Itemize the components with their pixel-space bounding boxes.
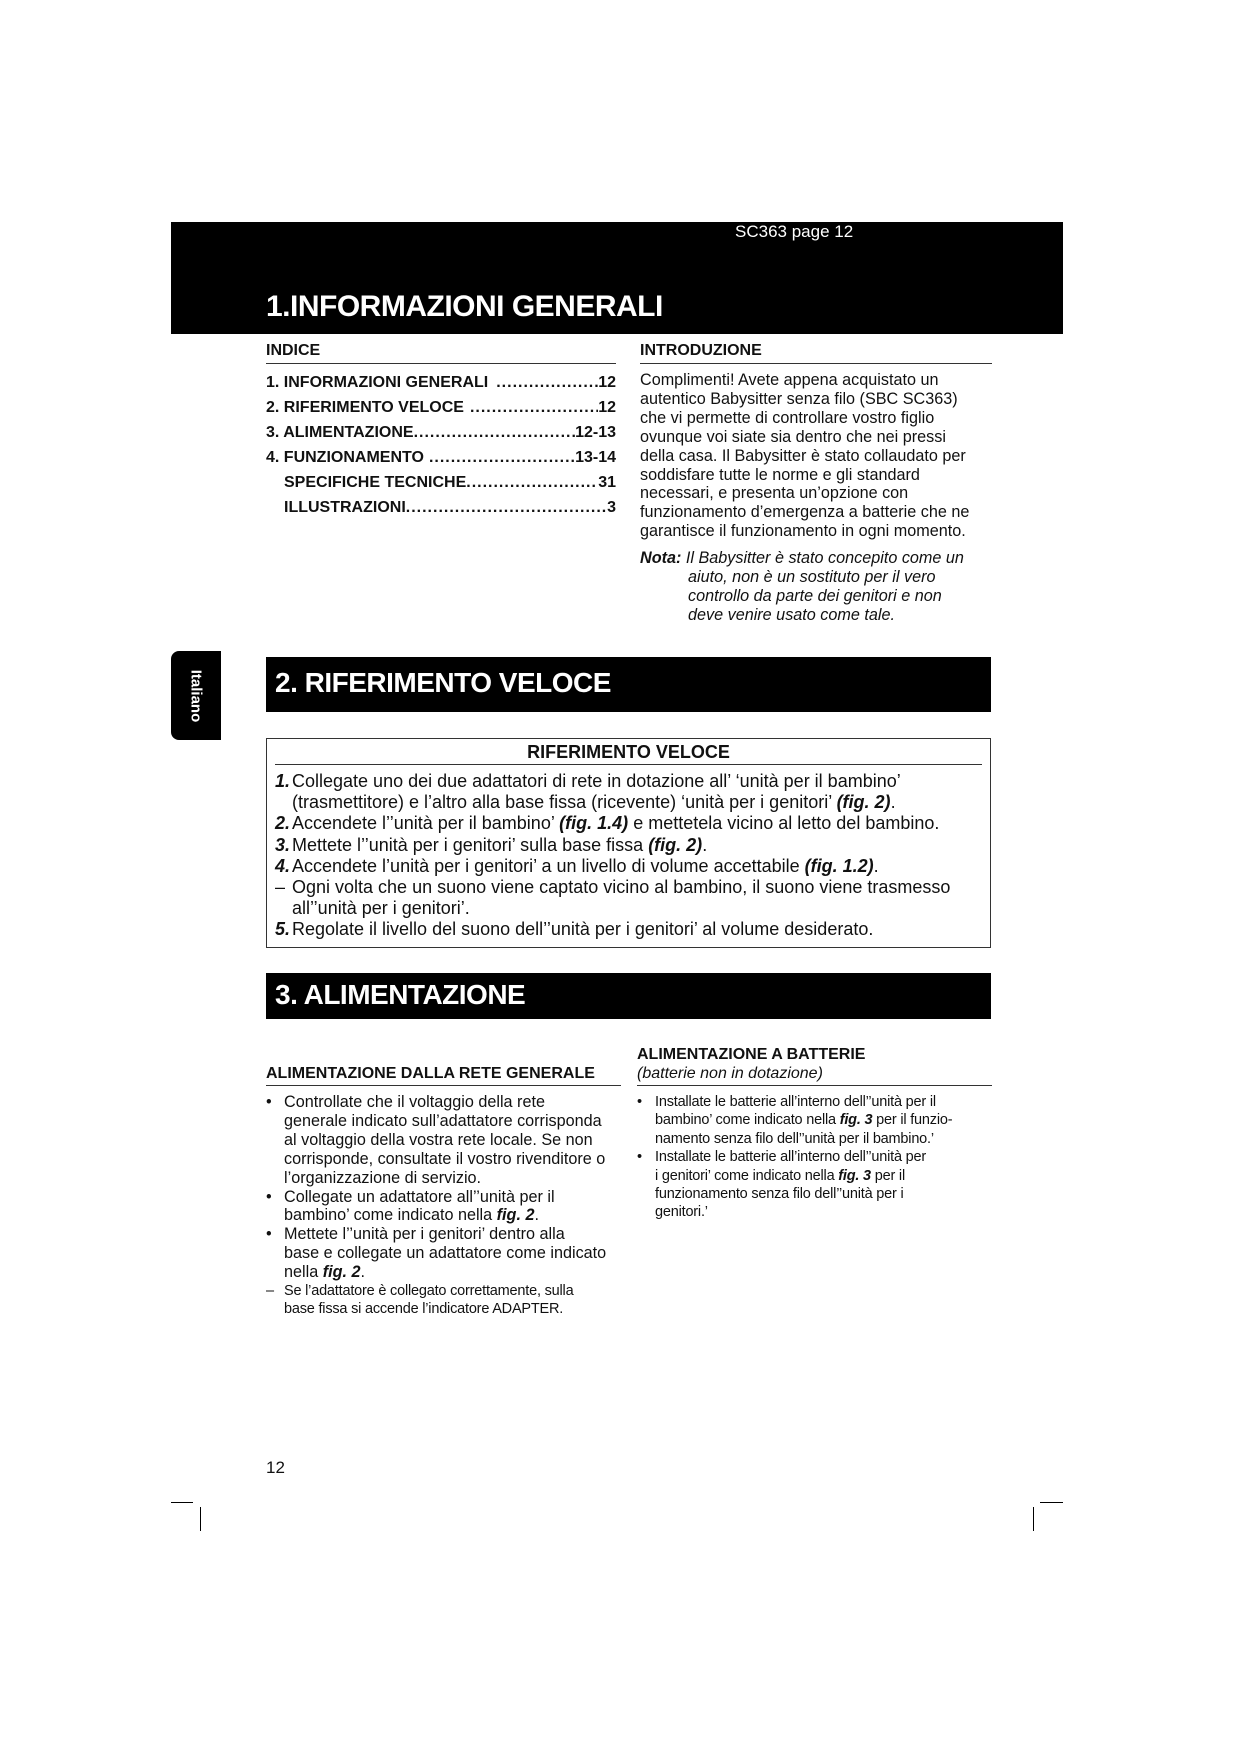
list-item: • Mettete l’’unità per i genitori’ dentro alla base e collegate un adattatore come indicato nella fig. 2.	[266, 1225, 607, 1282]
list-item: – Se l’adattatore è collegato correttamente, sulla base fissa si accende l’indicatore ADAPTER.	[266, 1283, 574, 1318]
quick-reference-box	[266, 738, 991, 948]
rete-list	[266, 1093, 626, 1319]
indice-heading: INDICE	[266, 342, 321, 359]
rete-heading: ALIMENTAZIONE DALLA RETE GENERALE	[266, 1065, 595, 1082]
crop-mark	[171, 1502, 193, 1503]
toc-entry[interactable]: 1. INFORMAZIONI GENERALI ..... 12	[266, 374, 616, 399]
rete-rule	[266, 1085, 621, 1086]
list-item: 3. Mettete l’’unità per i genitori’ sulla base fissa (fig. 2).	[275, 834, 708, 855]
list-item: • Installate le batterie all’interno dell’’unità per i genitori’ come indicato nella fig. 3 per il funzionamento senza filo dell’’unità per i genitori.’	[637, 1149, 927, 1221]
introduzione-text: Complimenti! Avete appena acquistato un autentico Babysitter senza filo (SBC SC363) che vi permette di controllare vostro figlio ovunque voi siate sia dentro che nei pressi della casa. Il Babysitter è stato collaudato per soddisfare tutte le norme e gli standard necessari, e presenta un’opzione con funzionamento d’emergenza a batterie che ne garantisce il funzionamento in ogni momento.	[640, 371, 970, 541]
page-number: 12	[266, 1458, 285, 1477]
batterie-rule	[637, 1085, 992, 1086]
section-3-bar	[266, 973, 991, 1019]
list-item: 1. Collegate uno dei due adattatori di rete in dotazione all’ ‘unità per il bambino’ (trasmettitore) e l’altro alla base fissa (ricevente) ‘unità per i genitori’ (fig. 2).	[275, 771, 901, 813]
toc-entry[interactable]: 3. ALIMENTAZIONE ..... 12-13	[266, 424, 616, 449]
toc-entry[interactable]: 4. FUNZIONAMENTO ..... 13-14	[266, 449, 616, 474]
list-item: • Installate le batterie all’interno dell’’unità per il bambino’ come indicato nella fig. 3 per il funzio- namento senza filo dell’’unità per il bambino.’	[637, 1094, 953, 1147]
nota-block: Nota: Il Babysitter è stato concepito come un aiuto, non è un sostituto per il vero controllo da parte dei genitori e non deve venire usato come tale.	[640, 549, 964, 624]
batterie-list	[637, 1093, 997, 1222]
section-2-bar	[266, 657, 991, 712]
introduzione-heading: INTRODUZIONE	[640, 342, 762, 359]
nota-label: Nota:	[640, 549, 682, 567]
list-item: 5. Regolate il livello del suono dell’’unità per i genitori’ al volume desiderato.	[275, 919, 874, 940]
toc-entry[interactable]: ILLUSTRAZIONI ..... 3	[266, 499, 616, 524]
toc-entry[interactable]: SPECIFICHE TECNICHE ..... 31	[266, 474, 616, 499]
list-item: 4. Accendete l’unità per i genitori’ a un livello di volume accettabile (fig. 1.2).	[275, 855, 879, 876]
page-reference: SC363 page 12	[735, 222, 854, 241]
list-item: – Ogni volta che un suono viene captato vicino al bambino, il suono viene trasmesso all’’unità per i genitori’.	[275, 877, 951, 919]
crop-mark	[1033, 1507, 1034, 1531]
batterie-heading: ALIMENTAZIONE A BATTERIE	[637, 1046, 866, 1063]
batterie-subheading: (batterie non in dotazione)	[637, 1065, 823, 1082]
table-of-contents	[266, 374, 616, 524]
quick-reference-rule	[275, 764, 982, 765]
crop-mark	[200, 1507, 201, 1531]
section-3-title: 3. ALIMENTAZIONE	[275, 979, 526, 1010]
toc-entry[interactable]: 2. RIFERIMENTO VELOCE ..... 12	[266, 399, 616, 424]
list-item: 2. Accendete l’’unità per il bambino’ (fig. 1.4) e mettetela vicino al letto del bambino.	[275, 813, 940, 834]
language-label: Italiano	[187, 669, 205, 722]
section-2-title: 2. RIFERIMENTO VELOCE	[275, 667, 611, 698]
crop-mark	[1040, 1502, 1063, 1503]
introduzione-rule	[640, 363, 992, 364]
quick-reference-list	[275, 771, 987, 941]
list-item: • Collegate un adattatore all’’unità per il bambino’ come indicato nella fig. 2.	[266, 1187, 555, 1225]
quick-reference-title: RIFERIMENTO VELOCE	[527, 742, 730, 762]
page-title: 1.INFORMAZIONI GENERALI	[266, 290, 663, 323]
language-tab	[171, 651, 221, 740]
indice-rule	[266, 363, 616, 364]
list-item: • Controllate che il voltaggio della rete generale indicato sull’adattatore corrisponda al voltaggio della vostra rete locale. Se non corrisponde, consultate il vostro rivenditore o l’organizzazione di servizio.	[266, 1093, 606, 1187]
